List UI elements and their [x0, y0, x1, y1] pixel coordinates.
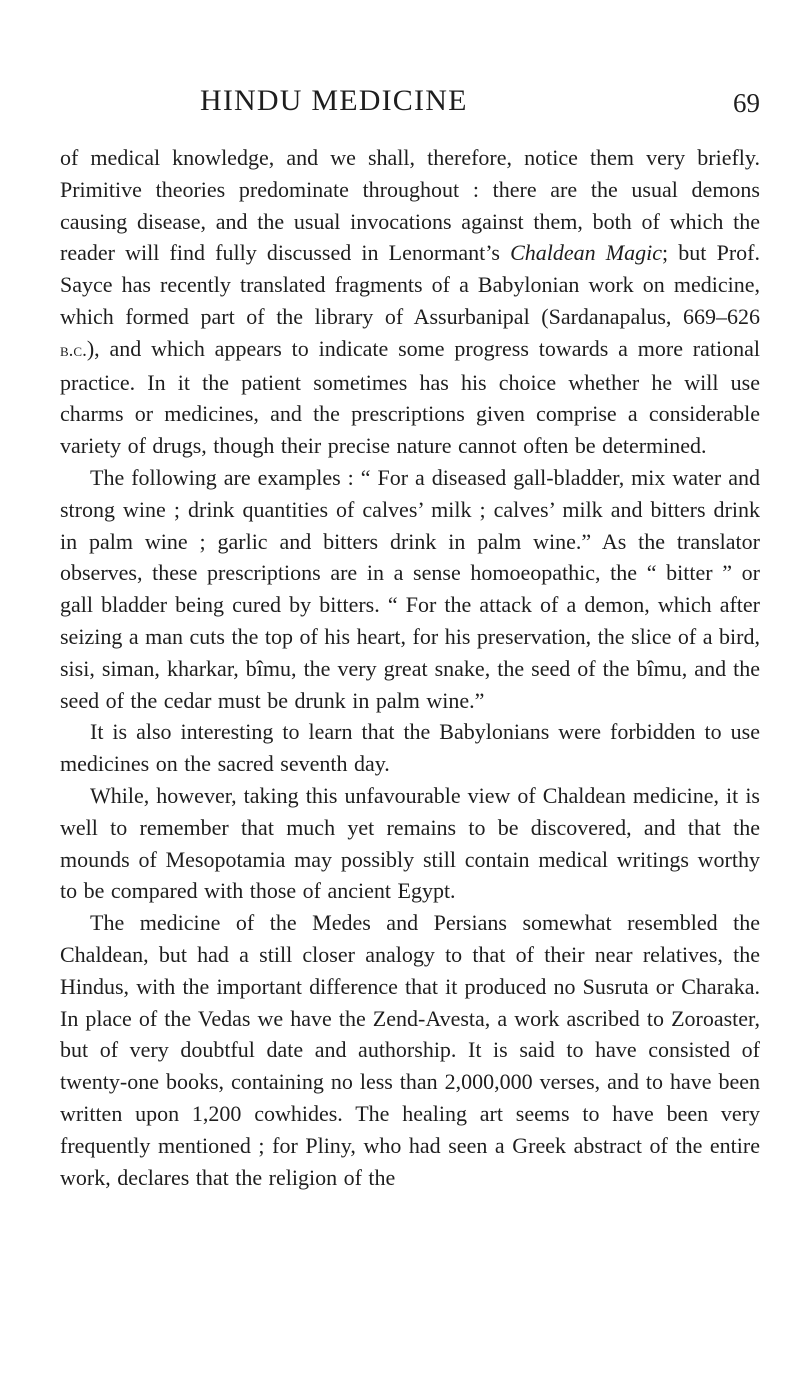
page-header — [60, 0, 760, 142]
paragraph-1-text-c: ), and which appears to indicate some progress towards a more rational practice. In it the patient sometimes has his choice whether he will use charms or medicines, and the prescriptions given comprise a considerable variety of drugs, though their precise nature cannot often be determined. — [60, 335, 760, 459]
paragraph-3: It is also interesting to learn that the Babylonians were forbidden to use medicines on the sacred seventh day. — [60, 719, 760, 777]
book-title-chaldean-magic: Chaldean Magic — [510, 240, 662, 266]
era-abbreviation: b.c. — [60, 339, 87, 361]
running-title: HINDU MEDICINE — [200, 84, 468, 117]
paragraph-1-text-a: of medical knowledge, and we shall, therefore, notice them very briefly. Primitive theories predominate throughout : there are the usual demons causing disease, and the usual invocations against them, both of which the reader will find fully discussed in Lenormant’s — [60, 145, 760, 266]
paragraph-4: While, however, taking this unfavourable view of Chaldean medicine, it is well to remember that much yet remains to be discovered, and that the mounds of Mesopotamia may possibly still contain medical writings worthy to be compared with those of ancient Egypt. — [60, 782, 760, 904]
body-text — [60, 142, 760, 1193]
paragraph-5: The medicine of the Medes and Persians somewhat resembled the Chaldean, but had a still closer analogy to that of their near relatives, the Hindus, with the important difference that it produced no Susruta or Charaka. In place of the Vedas we have the Zend-Avesta, a work ascribed to Zoroaster, but of very doubtful date and authorship. It is said to have consisted of twenty-one books, containing no less than 2,000,000 verses, and to have been written upon 1,200 cowhides. The healing art seems to have been very frequently mentioned ; for Pliny, who had seen a Greek abstract of the entire work, declares that the religion of the — [60, 910, 760, 1190]
paragraph-1 — [60, 142, 760, 462]
book-page — [60, 0, 760, 1193]
paragraph-2: The following are examples : “ For a diseased gall-bladder, mix water and strong wine ; drink quantities of calves’ milk ; calves’ milk and bitters drink in palm wine ; garlic and bitters drink in palm wine.” As the translator observes, these prescriptions are in a sense homoeopathic, the “ bitter ” or gall bladder being cured by bitters. “ For the attack of a demon, which after seizing a man cuts the top of his heart, for his preservation, the slice of a bird, sisi, siman, kharkar, bîmu, the very great snake, the seed of the bîmu, and the seed of the cedar must be drunk in palm wine.” — [60, 464, 760, 713]
paragraph-1-text-b: ; but Prof. Sayce has recently translated fragments of a Babylonian work on medicine, which formed part of the library of Assurbanipal (Sardanapalus, 669–626 — [60, 240, 760, 329]
page-number: 69 — [733, 88, 760, 118]
